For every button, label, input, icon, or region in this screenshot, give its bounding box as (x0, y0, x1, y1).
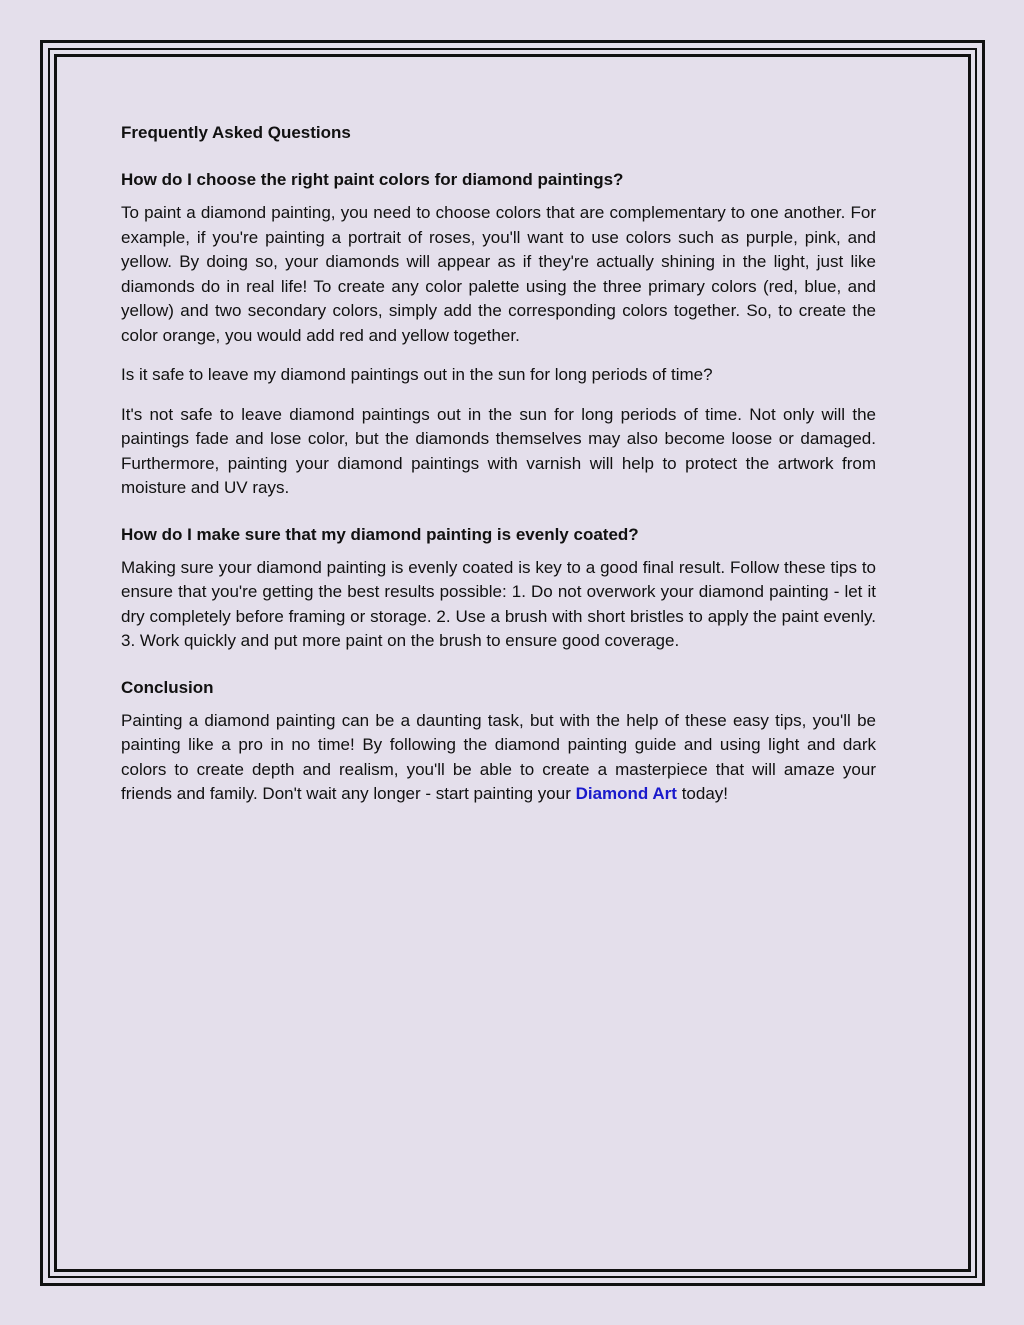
conclusion-text-start: Painting a diamond painting can be a daunting task, but with the help of these easy tips, you'll be painting like a pro in no time! By following the diamond painting guide and using light and dark colors to create depth and realism, you'll be able to create a masterpiece that will amaze your friends and family. Don't wait any longer - start painting your (121, 710, 876, 803)
diamond-art-link[interactable]: Diamond Art (575, 784, 677, 803)
answer-1: To paint a diamond painting, you need to choose colors that are complementary to one another. For example, if you're painting a portrait of roses, you'll want to use colors such as purple, pink, and yellow. By doing so, your diamonds will appear as if they're actually shining in the light, just like diamonds do in real life! To create any color palette using the three primary colors (red, blue, and yellow) and two secondary colors, simply add the corresponding colors together. So, to create the color orange, you would add red and yellow together. (121, 203, 876, 345)
faq-title: Frequently Asked Questions (121, 123, 351, 142)
conclusion-text-end: today! (676, 784, 729, 803)
document-body (121, 121, 876, 807)
question-1: How do I choose the right paint colors for diamond paintings? (121, 170, 624, 189)
question-2: Is it safe to leave my diamond paintings out in the sun for long periods of time? (121, 365, 713, 384)
conclusion-heading: Conclusion (121, 677, 214, 697)
conclusion-text (121, 709, 876, 807)
question-3: How do I make sure that my diamond painting is evenly coated? (121, 524, 639, 544)
answer-2: It's not safe to leave diamond paintings out in the sun for long periods of time. Not only will the paintings fade and lose color, but the diamonds themselves may also become loose or damaged. Furthermore, painting your diamond paintings with varnish will help to protect the artwork from moisture and UV rays. (121, 404, 876, 497)
answer-3: Making sure your diamond painting is evenly coated is key to a good final result. Follow these tips to ensure that you're getting the best results possible: 1. Do not overwork your diamond painting - let it dry completely before framing or storage. 2. Use a brush with short bristles to apply the paint evenly. 3. Work quickly and put more paint on the brush to ensure good coverage. (121, 557, 876, 650)
